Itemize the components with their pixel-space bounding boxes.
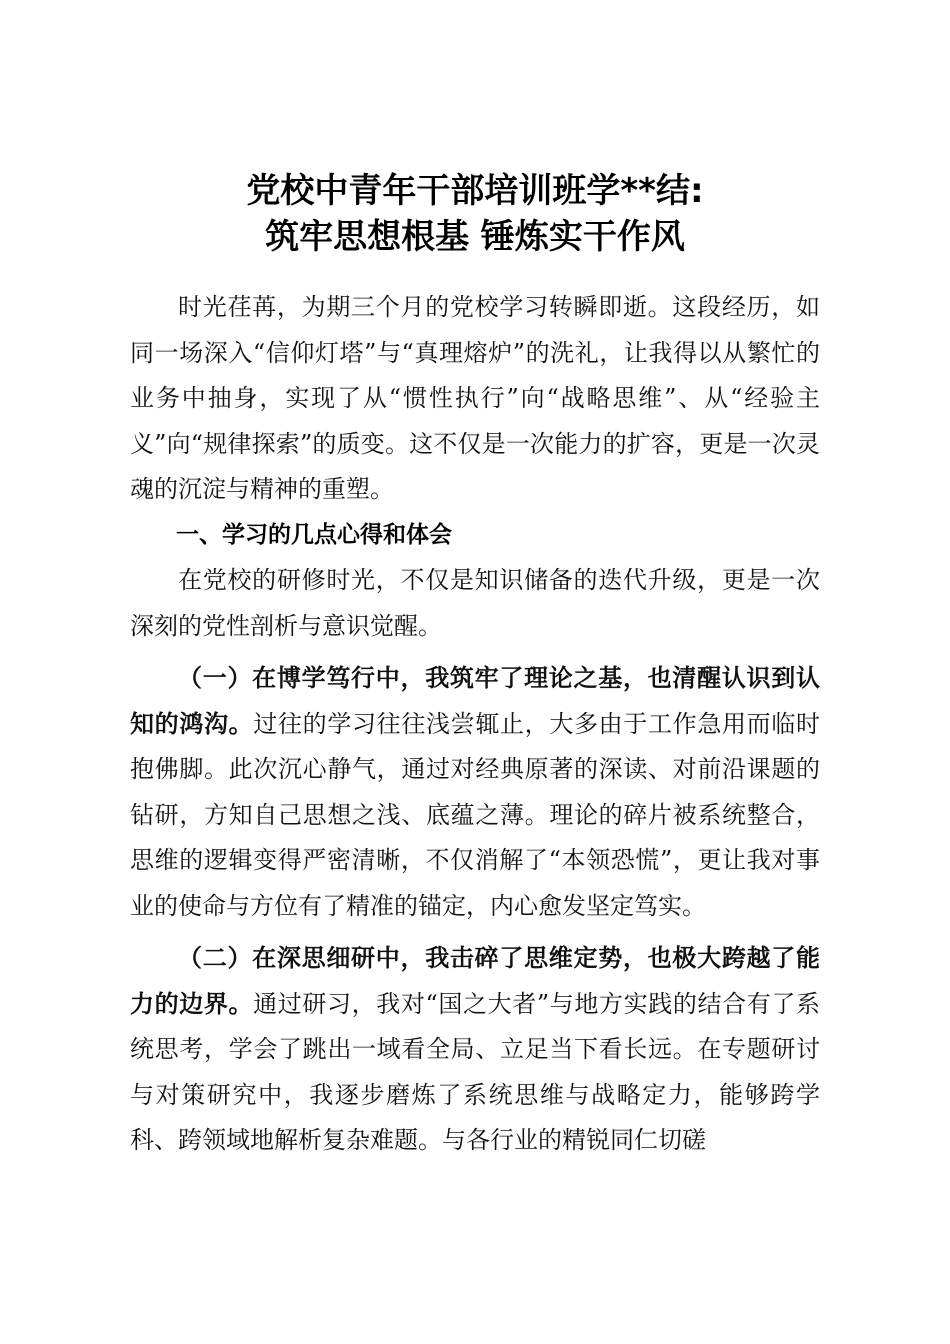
section-intro-paragraph: 在党校的研修时光，不仅是知识储备的迭代升级，更是一次深刻的党性剖析与意识觉醒。 — [130, 566, 820, 640]
point-one-heading: （一）在博学笃行中，我筑牢了理论之基，也清醒认识到认知的鸿沟。 — [130, 664, 820, 738]
document-body — [130, 285, 820, 1164]
point-one-paragraph — [130, 656, 820, 929]
point-one-body: 过往的学习往往浅尝辄止，大多由于工作急用而临时抱佛脚。此次沉心静气，通过对经典原著的深读、对前沿课题的钻研，方知自己思想之浅、底蕴之薄。理论的碎片被系统整合，思维的逻辑变得严密清晰，不仅消解了“本领恐慌”，更让我对事业的使命与方位有了精准的锚定，内心愈发坚定笃实。 — [130, 709, 821, 920]
document-title-line-2: 筑牢思想根基 锤炼实干作风 — [265, 217, 685, 257]
section-heading: 一、学习的几点心得和体会 — [176, 521, 452, 548]
document-title-line-1: 党校中青年干部培训班学**结: — [246, 171, 704, 211]
point-two-body: 通过研习，我对“国之大者”与地方实践的结合有了系统思考，学会了跳出一域看全局、立足当下看长远。在专题研讨与对策研究中，我逐步磨炼了系统思维与战略定力，能够跨学科、跨领域地解析复杂难题。与各行业的精锐同仁切磋 — [130, 989, 820, 1154]
point-two-heading: （二）在深思细研中，我击碎了思维定势，也极大跨越了能力的边界。 — [130, 944, 820, 1018]
point-two-paragraph — [130, 936, 820, 1164]
intro-paragraph: 时光荏苒，为期三个月的党校学习转瞬即逝。这段经历，如同一场深入“信仰灯塔”与“真理熔炉”的洗礼，让我得以从繁忙的业务中抽身，实现了从“惯性执行”向“战略思维”、从“经验主义”向“规律探索”的质变。这不仅是一次能力的扩容，更是一次灵魂的沉淀与精神的重塑。 — [130, 293, 820, 503]
